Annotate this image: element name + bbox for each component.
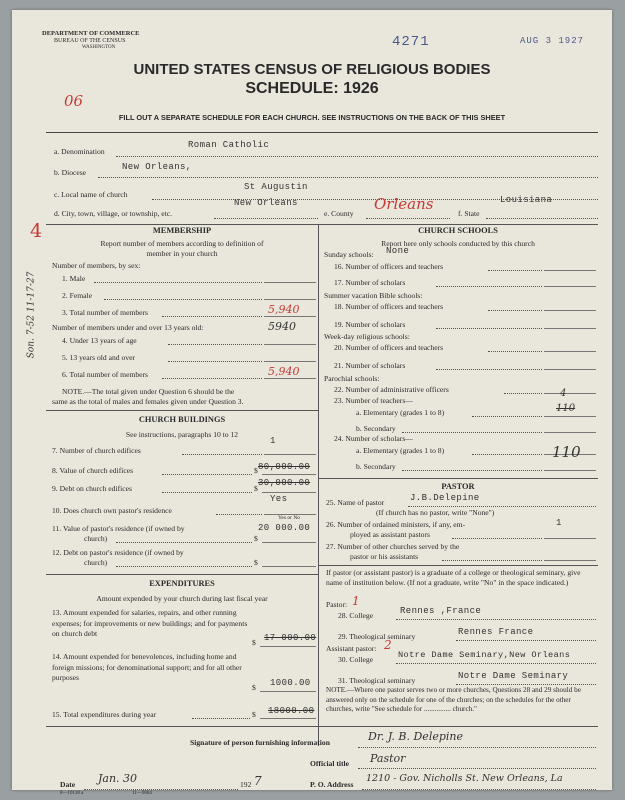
yes-no-hint: Yes or No <box>278 515 301 521</box>
q17-answer-line <box>544 286 596 287</box>
q23b-label: b. Secondary <box>356 424 396 433</box>
print-code: 11—9664 <box>132 791 152 796</box>
local-name-value: St Augustin <box>244 182 308 192</box>
info-rule <box>46 224 598 225</box>
form-subtitle: SCHEDULE: 1926 <box>245 80 379 97</box>
q31-line <box>456 684 596 685</box>
q29-label: 29. Theological seminary <box>338 632 416 641</box>
q7-dots <box>182 454 262 455</box>
q24b-label: b. Secondary <box>356 462 396 471</box>
local-name-label: c. Local name of church <box>54 190 128 199</box>
q3-answer-line <box>264 316 316 317</box>
sunday-schools-label: Sunday schools: <box>324 250 374 259</box>
q13-dollar: $ <box>252 638 256 647</box>
under-over-13-value: 5940 <box>268 320 296 333</box>
margin-red-mark: 4 <box>30 220 43 242</box>
pastor-label: Pastor: <box>326 600 348 609</box>
q17-dots <box>436 286 542 287</box>
q27-label-1: 27. Number of other churches served by the <box>326 542 460 551</box>
q13-answer-line <box>260 646 316 647</box>
q23a-struck-value: 110 <box>556 403 576 414</box>
q16-dots <box>488 270 542 271</box>
header-rule <box>46 132 598 133</box>
date-line <box>84 789 238 790</box>
schedule-sheet <box>12 10 612 796</box>
q4-answer-line <box>264 344 316 345</box>
q31-label: 31. Theological seminary <box>338 676 416 685</box>
city-line <box>214 218 318 219</box>
q8-value: 80,000.00 <box>258 462 311 472</box>
q24a-dots <box>472 454 542 455</box>
q12-dots <box>116 566 252 567</box>
q26-answer-line <box>544 538 596 539</box>
q24a-label: a. Elementary (grades 1 to 8) <box>356 446 445 455</box>
q26-label-1: 26. Number of ordained ministers, if any, em- <box>326 520 466 529</box>
q9-value: 30,000.00 <box>258 478 311 488</box>
q23-label: 23. Number of teachers— <box>334 396 413 405</box>
q29-line <box>456 640 596 641</box>
q6-value: 5,940 <box>268 365 300 378</box>
sunday-schools-value: None <box>386 246 410 256</box>
q2-female-label: 2. Female <box>62 291 92 300</box>
q15-value: 18000.00 <box>268 706 315 716</box>
q1-answer-line <box>264 282 316 283</box>
footer-rule <box>46 726 598 727</box>
q29-value: Rennes France <box>458 627 534 637</box>
q8-answer-line <box>262 474 316 475</box>
q30-line <box>396 663 596 664</box>
year-printed: 192 <box>240 780 252 789</box>
q18-dots <box>488 310 542 311</box>
pastor-note: NOTE.—Where one pastor serves two or more churches, Questions 28 and 29 should be answered only on the schedule for one of the churches; on the schedules for the other churches, write "See schedule for ............... church." <box>326 686 581 713</box>
q26-label-2: ployed as assistant pastors <box>350 530 430 539</box>
state-line <box>486 218 598 219</box>
assistant-pastor-label: Assistant pastor: <box>326 644 377 653</box>
q6-total-label: 6. Total number of members <box>62 370 149 379</box>
q14-answer-line <box>260 691 316 692</box>
q27-label-2: pastor or his assistants <box>350 552 419 561</box>
q5-over13-label: 5. 13 years old and over <box>62 353 135 362</box>
q10-dots <box>216 514 262 515</box>
year-handwritten: 7 <box>254 774 262 788</box>
q28-line <box>396 619 596 620</box>
handwritten-code: 06 <box>64 92 84 110</box>
q23b-answer-line <box>544 432 596 433</box>
q2-answer-line <box>264 299 316 300</box>
form-code: 8—10118 a <box>60 791 84 796</box>
q11-dollar: $ <box>254 534 258 543</box>
department-label: DEPARTMENT OF COMMERCE <box>42 30 140 37</box>
q15-dots <box>192 718 250 719</box>
q15-answer-line <box>260 718 316 719</box>
q9-label: 9. Debt on church edifices <box>52 484 132 493</box>
q2-dots <box>104 299 262 300</box>
q7-value: 1 <box>270 436 276 446</box>
signature-label: Signature of person furnishing information <box>190 738 330 747</box>
q22-dots <box>504 393 542 394</box>
q28-value: Rennes ,France <box>400 606 482 616</box>
q26-dots <box>452 538 542 539</box>
expenditures-title: EXPENDITURES <box>149 579 215 588</box>
q22-label: 22. Number of administrative officers <box>334 385 449 394</box>
membership-note-2: same as the total of males and females given under Question 3. <box>52 397 244 406</box>
membership-intro-2: member in your church <box>146 249 218 258</box>
college-rule <box>318 565 598 566</box>
q24b-answer-line <box>544 470 596 471</box>
diocese-label: b. Diocese <box>54 168 87 177</box>
schools-intro: Report here only schools conducted by this church <box>381 239 535 248</box>
q30-label: 30. College <box>338 655 374 664</box>
q20-label: 20. Number of officers and teachers <box>334 343 444 352</box>
q8-label: 8. Value of church edifices <box>52 466 134 475</box>
official-title-line <box>358 768 596 769</box>
q13-label: 13. Amount expended for salaries, repairs, and other running expenses; for improvements or new buildings; and for payments on church debt <box>52 608 248 638</box>
q13-value: 17 000.00 <box>264 633 317 643</box>
q21-label: 21. Number of scholars <box>334 361 406 370</box>
q10-value: Yes <box>270 494 288 504</box>
weekday-schools-label: Week-day religious schools: <box>324 332 410 341</box>
q22-answer-line <box>544 393 596 394</box>
q3-value: 5,940 <box>268 303 300 316</box>
buildings-subtitle: See instructions, paragraphs 10 to 12 <box>125 430 239 439</box>
q11-value: 20 000.00 <box>258 523 311 533</box>
q10-label: 10. Does church own pastor's residence <box>52 506 172 515</box>
q24a-value: 110 <box>552 443 581 461</box>
q7-label: 7. Number of church edifices <box>52 446 141 455</box>
q27-answer-line <box>544 560 596 561</box>
county-value: Orleans <box>374 195 434 213</box>
membership-title: MEMBERSHIP <box>152 226 212 235</box>
state-value: Louisiana <box>500 195 553 205</box>
q3-total-label: 3. Total number of members <box>62 308 149 317</box>
q20-answer-line <box>544 351 596 352</box>
q12-label-1: 12. Debt on pastor's residence (if owned by <box>52 548 184 557</box>
q4-dots <box>168 344 262 345</box>
q20-dots <box>488 351 542 352</box>
q19-dots <box>436 328 542 329</box>
diocese-line <box>98 177 598 178</box>
q4-under13-label: 4. Under 13 years of age <box>62 336 137 345</box>
q6-dots <box>162 378 262 379</box>
stamp-number: 4271 <box>392 34 430 50</box>
denomination-line <box>116 156 598 157</box>
instructions-banner: FILL OUT A SEPARATE SCHEDULE FOR EACH CHURCH. SEE INSTRUCTIONS ON THE BACK OF THIS SHEET <box>118 113 506 122</box>
q15-label: 15. Total expenditures during year <box>52 710 157 719</box>
q8-dollar: $ <box>254 466 258 475</box>
q27-dots <box>442 560 542 561</box>
city-value: New Orleans <box>234 198 298 208</box>
membership-intro-1: Report number of members according to definition of <box>100 239 264 248</box>
q19-label: 19. Number of scholars <box>334 320 406 329</box>
q25-line <box>408 506 596 507</box>
q18-label: 18. Number of officers and teachers <box>334 302 444 311</box>
parochial-schools-label: Parochial schools: <box>324 374 380 383</box>
q25-label: 25. Name of pastor <box>326 498 385 507</box>
q23a-value: 4 <box>560 388 567 399</box>
q12-answer-line <box>262 566 316 567</box>
q25-value: J.B.Delepine <box>410 493 480 503</box>
po-address-value: 1210 - Gov. Nicholls St. New Orleans, La <box>366 773 563 784</box>
schools-title: CHURCH SCHOOLS <box>418 226 498 235</box>
q12-label-2: church) <box>84 558 108 567</box>
q5-answer-line <box>264 361 316 362</box>
q24-label: 24. Number of scholars— <box>334 434 413 443</box>
stamp-date: AUG 3 1927 <box>520 36 585 46</box>
q9-dots <box>162 492 252 493</box>
county-line <box>366 218 450 219</box>
denomination-value: Roman Catholic <box>188 140 270 150</box>
members-by-sex-label: Number of members, by sex: <box>52 261 141 270</box>
signature-line <box>358 747 596 748</box>
county-label: e. County <box>324 209 354 218</box>
q6-answer-line <box>264 378 316 379</box>
q11-label-1: 11. Value of pastor's residence (if owned by <box>52 524 185 533</box>
q21-dots <box>436 369 542 370</box>
q1-dots <box>94 282 262 283</box>
form-title: UNITED STATES CENSUS OF RELIGIOUS BODIES <box>133 61 491 78</box>
q25-note: (If church has no pastor, write "None") <box>376 508 495 517</box>
q3-dots <box>162 316 262 317</box>
q14-dollar: $ <box>252 683 256 692</box>
q8-dots <box>162 474 252 475</box>
q11-label-2: church) <box>84 534 108 543</box>
assistant-pastor-mark: 2 <box>384 638 392 652</box>
expenditures-subtitle: Amount expended by your church during last fiscal year <box>96 594 268 603</box>
washington-label: WASHINGTON <box>82 45 116 50</box>
q14-label: 14. Amount expended for benevolences, including home and foreign missions; for denominational support; and for all other purposes <box>52 652 242 682</box>
denomination-label: a. Denomination <box>54 147 105 156</box>
q23a-label: a. Elementary (grades 1 to 8) <box>356 408 445 417</box>
state-label: f. State <box>458 209 480 218</box>
date-value: Jan. 30 <box>98 772 138 785</box>
q11-dots <box>116 542 252 543</box>
pastor-rule <box>318 478 598 479</box>
bureau-label: BUREAU OF THE CENSUS <box>54 38 126 44</box>
college-note: If pastor (or assistant pastor) is a graduate of a college or theological seminary, give name of institution below. (If not a graduate, write "No" in the space indicated.) <box>326 568 581 587</box>
q28-label: 28. College <box>338 611 374 620</box>
q15-dollar: $ <box>252 710 256 719</box>
q17-label: 17. Number of scholars <box>334 278 406 287</box>
q26-value: 1 <box>556 518 562 528</box>
diocese-value: New Orleans, <box>122 162 192 172</box>
q1-male-label: 1. Male <box>62 274 86 283</box>
q12-dollar: $ <box>254 558 258 567</box>
q21-answer-line <box>544 369 596 370</box>
q16-label: 16. Number of officers and teachers <box>334 262 444 271</box>
official-title-value: Pastor <box>370 752 406 765</box>
q9-dollar: $ <box>254 484 258 493</box>
expenditures-rule <box>46 574 318 575</box>
q14-value: 1000.00 <box>270 678 311 688</box>
q11-answer-line <box>262 542 316 543</box>
under-over-13-label: Number of members under and over 13 years old: <box>52 323 204 332</box>
q9-answer-line <box>262 492 316 493</box>
date-label: Date <box>60 780 76 789</box>
po-address-label: P. O. Address <box>310 780 354 789</box>
pastor-mark: 1 <box>352 594 360 608</box>
margin-vertical-note: Son. 7-52 11-17-27 <box>26 271 37 359</box>
official-title-label: Official title <box>310 759 350 768</box>
q18-answer-line <box>544 310 596 311</box>
q24b-dots <box>402 470 542 471</box>
signature-value: Dr. J. B. Delepine <box>368 730 463 743</box>
q23a-answer-line <box>544 416 596 417</box>
summer-schools-label: Summer vacation Bible schools: <box>324 291 423 300</box>
q31-value: Notre Dame Seminary <box>458 671 569 681</box>
q30-value: Notre Dame Seminary,New Orleans <box>398 650 571 660</box>
q16-answer-line <box>544 270 596 271</box>
city-label: d. City, town, village, or township, etc. <box>54 209 173 218</box>
q23a-dots <box>472 416 542 417</box>
q7-answer-line <box>264 454 316 455</box>
q5-dots <box>168 361 262 362</box>
membership-note-1: NOTE.—The total given under Question 6 should be the <box>62 387 235 396</box>
po-address-line <box>362 789 596 790</box>
buildings-rule <box>46 410 318 411</box>
q23b-dots <box>402 432 542 433</box>
buildings-title: CHURCH BUILDINGS <box>138 415 226 424</box>
q19-answer-line <box>544 328 596 329</box>
pastor-title: PASTOR <box>441 482 475 491</box>
